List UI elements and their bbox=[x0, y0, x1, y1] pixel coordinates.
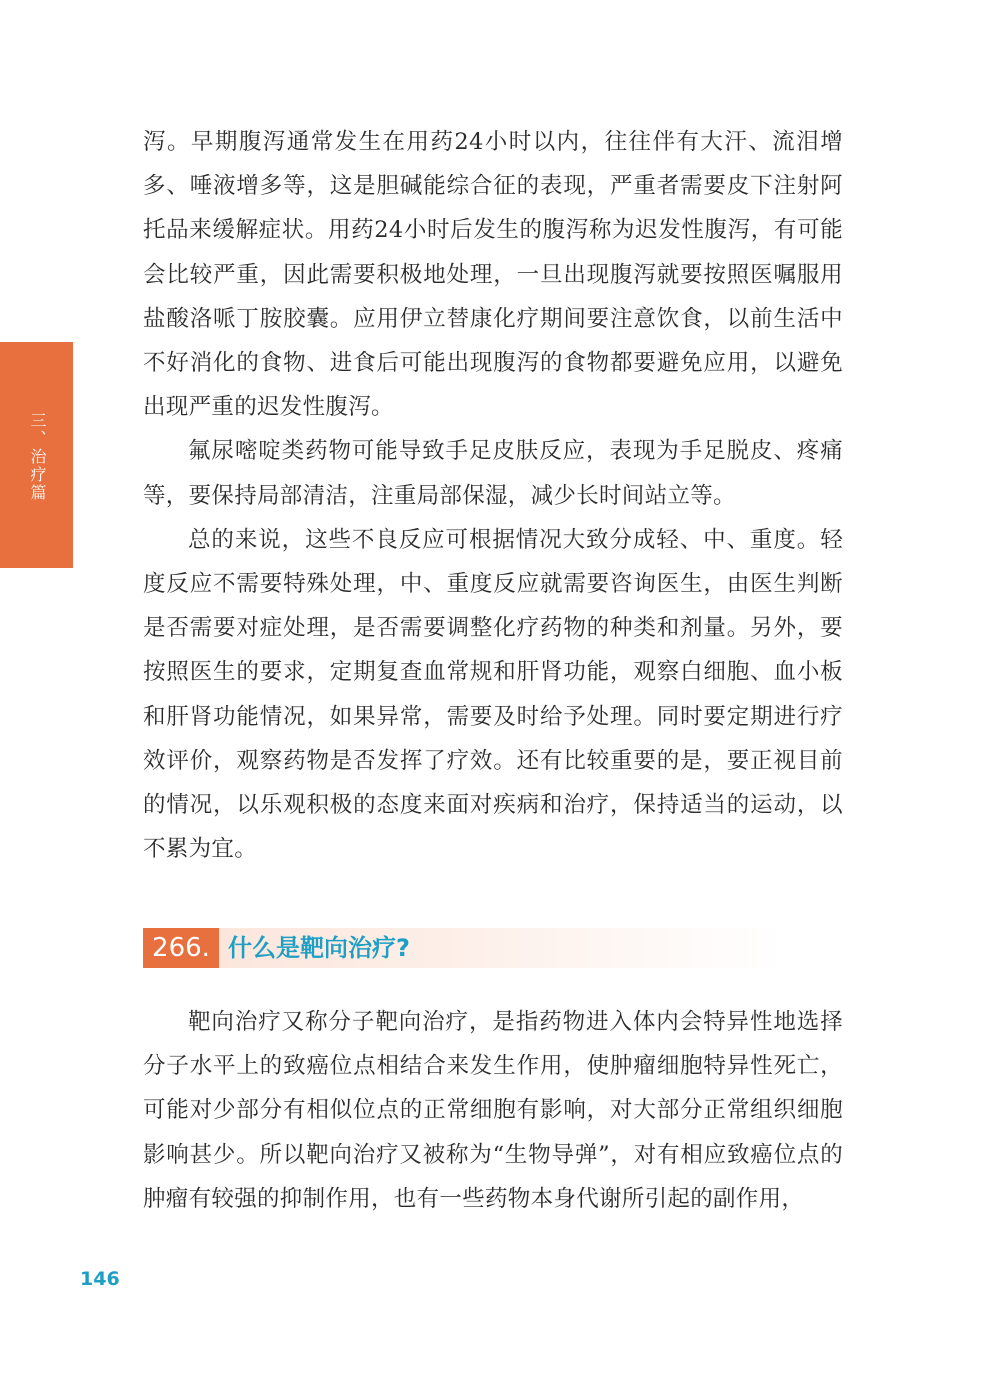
page-number: 146 bbox=[80, 1268, 120, 1290]
paragraph: 总的来说，这些不良反应可根据情况大致分成轻、中、重度。轻度反应不需要特殊处理，中、重度反应就需要咨询医生，由医生判断是否需要对症处理，是否需要调整化疗药物的种类和剂量。另外，要按照医生的要求，定期复查血常规和肝肾功能，观察白细胞、血小板和肝肾功能情况，如果异常，需要及时给予处理。同时要定期进行疗效评价，观察药物是否发挥了疗效。还有比较重要的是，要正视目前的情况，以乐观积极的态度来面对疾病和治疗，保持适当的运动，以不累为宜。 bbox=[143, 526, 843, 863]
section-heading bbox=[143, 928, 783, 968]
section-title: 什么是靶向治疗? bbox=[228, 934, 410, 962]
paragraph: 靶向治疗又称分子靶向治疗，是指药物进入体内会特异性地选择分子水平上的致癌位点相结合来发生作用，使肿瘤细胞特异性死亡，可能对少部分有相似位点的正常细胞有影响，对大部分正常组织细胞影响甚少。所以靶向治疗又被称为“生物导弹”，对有相应致癌位点的肿瘤有较强的抑制作用，也有一些药物本身代谢所引起的副作用， bbox=[143, 1009, 843, 1212]
body-text-top bbox=[143, 120, 843, 871]
paragraph: 氟尿嘧啶类药物可能导致手足皮肤反应，表现为手足脱皮、疼痛等，要保持局部清洁，注重局部保湿，减少长时间站立等。 bbox=[143, 438, 843, 509]
body-text-bottom bbox=[143, 1000, 843, 1221]
section-number-badge: 266. bbox=[143, 928, 219, 968]
paragraph: 泻。早期腹泻通常发生在用药24小时以内，往往伴有大汗、流泪增多、唾液增多等，这是胆碱能综合征的表现，严重者需要皮下注射阿托品来缓解症状。用药24小时后发生的腹泻称为迟发性腹泻，有可能会比较严重，因此需要积极地处理，一旦出现腹泻就要按照医嘱服用盐酸洛哌丁胺胶囊。应用伊立替康化疗期间要注意饮食，以前生活中不好消化的食物、进食后可能出现腹泻的食物都要避免应用，以避免出现严重的迟发性腹泻。 bbox=[143, 129, 843, 421]
chapter-side-tab bbox=[0, 342, 73, 568]
chapter-side-tab-label: 三、治疗篇 bbox=[28, 412, 47, 502]
